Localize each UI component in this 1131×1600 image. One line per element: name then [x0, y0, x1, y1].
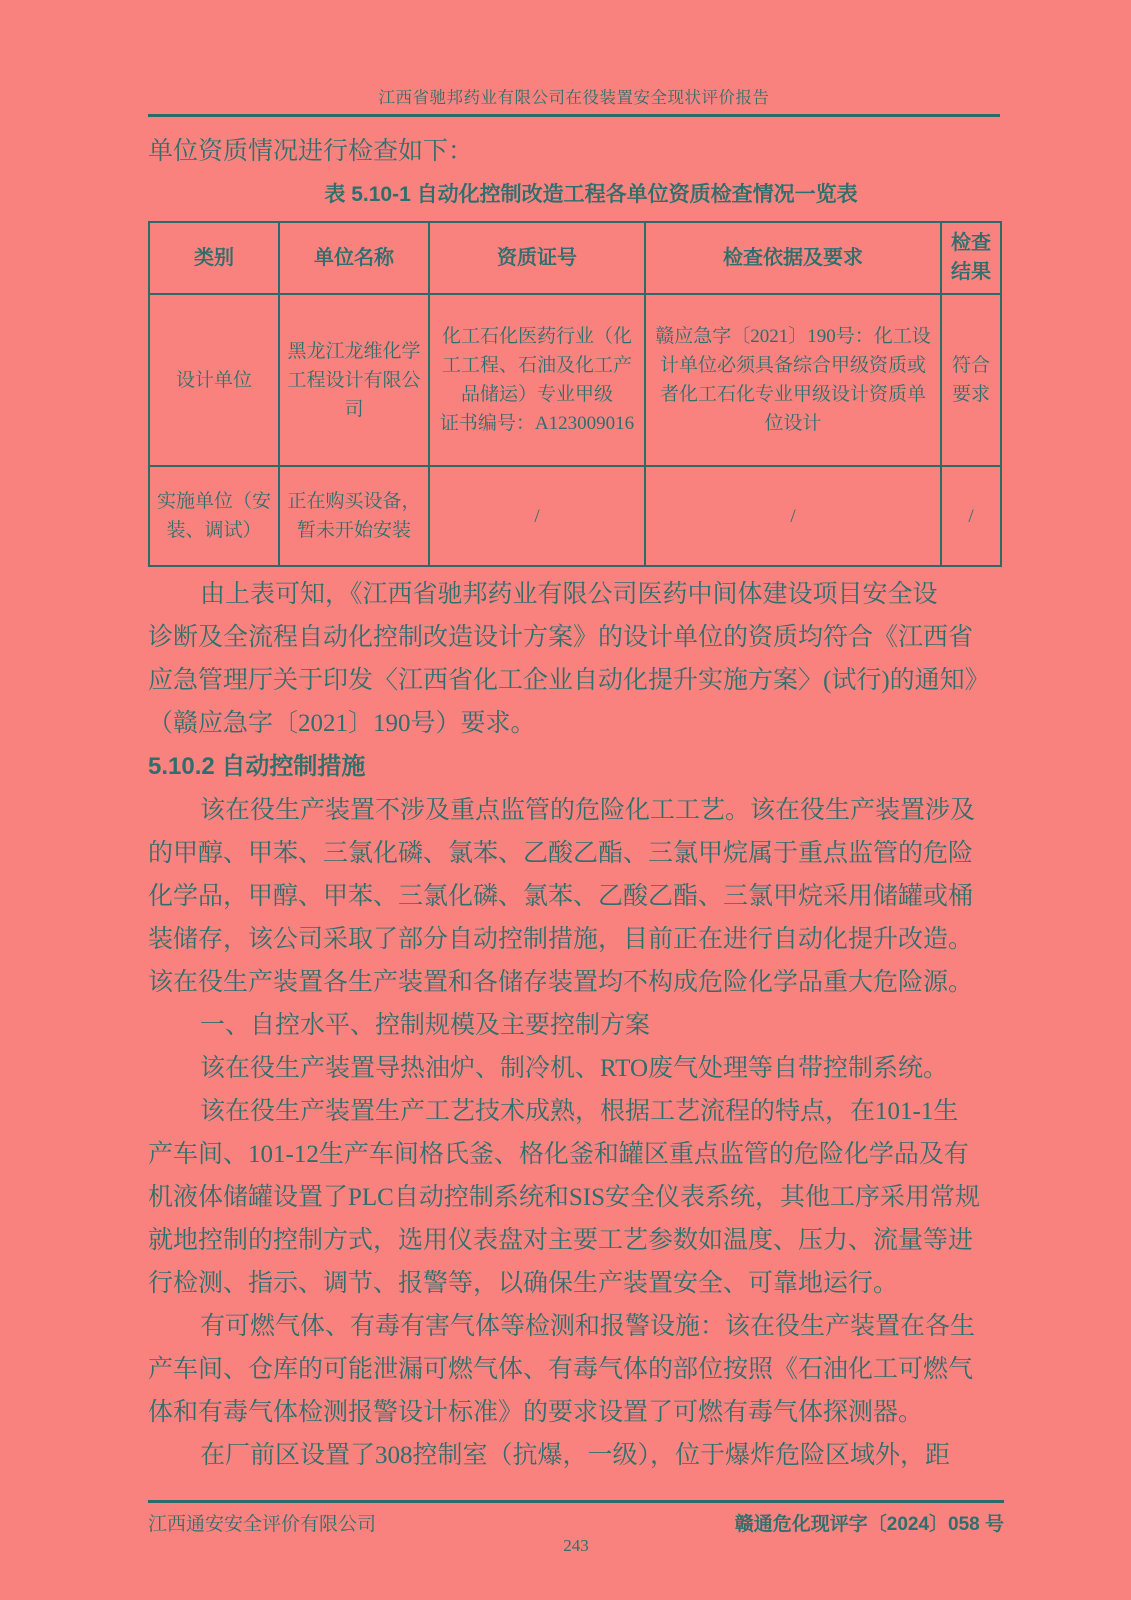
running-header: [148, 88, 1000, 117]
paragraph-line: 行检测、指示、调节、报警等，以确保生产装置安全、可靠地运行。: [148, 1270, 899, 1297]
basis-line: 计单位必须具备综合甲级资质或: [659, 355, 926, 376]
paragraph-line: 装储存，该公司采取了部分自动控制措施，目前正在进行自动化提升改造。: [148, 926, 974, 953]
qualification-table: [148, 221, 1002, 567]
unit-name-line: 正在购买设备，: [287, 491, 421, 512]
paragraph-gas-detection: [148, 1305, 1004, 1434]
paragraph-line: 产车间、101-12生产车间格氏釜、格化釜和罐区重点监管的危险化学品及有: [148, 1141, 969, 1168]
header-title: 江西省驰邦药业有限公司在役装置安全现状评价报告: [378, 88, 770, 107]
paragraph-self-contained-systems: [148, 1047, 1004, 1090]
table-col-header-category: 类别: [149, 222, 279, 294]
paragraph-summary: [148, 573, 1004, 745]
paragraph-line: 产车间、仓库的可能泄漏可燃气体、有毒气体的部位按照《石油化工可燃气: [148, 1356, 974, 1383]
qualification-line: 化工石化医药行业（化: [441, 326, 632, 347]
table-col-header-result-line2: 结果: [951, 261, 991, 283]
paragraph-line: 的甲醇、甲苯、三氯化磷、氯苯、乙酸乙酯、三氯甲烷属于重点监管的危险: [148, 840, 974, 867]
table-caption: 表 5.10-1 自动化控制改造工程各单位资质检查情况一览表: [324, 183, 858, 206]
cell-unit-name: [279, 466, 429, 566]
cell-category: 设计单位: [149, 294, 279, 466]
result-line: 符合: [951, 355, 990, 376]
table-col-header-qualification: 资质证号: [429, 222, 645, 294]
paragraph-line: 化学品，甲醇、甲苯、三氯化磷、氯苯、乙酸乙酯、三氯甲烷采用储罐或桶: [148, 883, 974, 910]
cell-basis: [645, 294, 941, 466]
paragraph-line: 在厂前区设置了308控制室（抗爆，一级），位于爆炸危险区域外，距: [200, 1442, 951, 1469]
table-col-header-result-line1: 检查: [951, 232, 991, 254]
page-footer: [148, 1500, 1004, 1555]
footer-company: 江西通安安全评价有限公司: [148, 1514, 377, 1535]
table-col-header-unit-name: 单位名称: [279, 222, 429, 294]
paragraph-line: 一、自控水平、控制规模及主要控制方案: [200, 1012, 651, 1039]
qualification-line: 工工程、石油及化工产: [441, 355, 632, 376]
paragraph-line: 该在役生产装置生产工艺技术成熟，根据工艺流程的特点，在101-1生: [200, 1098, 959, 1125]
basis-line: 赣应急字〔2021〕190号：化工设: [655, 326, 931, 347]
table-header-row: [149, 222, 1001, 294]
footer-doc-number: 赣通危化现评字〔2024〕058 号: [734, 1514, 1004, 1535]
paragraph-line: 有可燃气体、有毒有害气体等检测和报警设施：该在役生产装置在各生: [200, 1313, 976, 1340]
paragraph-process-overview: [148, 789, 1004, 1004]
footer-page-number: 243: [563, 1536, 589, 1555]
cell-qualification: /: [429, 466, 645, 566]
footer-row: [148, 1509, 1004, 1555]
header-rule: [148, 114, 1000, 117]
cell-result: [941, 294, 1001, 466]
paragraph-line: 该在役生产装置导热油炉、制冷机、RTO废气处理等自带控制系统。: [200, 1055, 949, 1082]
section-heading: 5.10.2 自动控制措施: [148, 753, 366, 780]
paragraph-line: 应急管理厅关于印发〈江西省化工企业自动化提升实施方案〉(试行)的通知》: [148, 667, 990, 694]
cell-result: /: [941, 466, 1001, 566]
footer-rule: [148, 1500, 1004, 1503]
paragraph-line: 体和有毒气体检测报警设计标准》的要求设置了可燃有毒气体探测器。: [148, 1399, 924, 1426]
paragraph-line: 机液体储罐设置了PLC自动控制系统和SIS安全仪表系统，其他工序采用常规: [148, 1184, 980, 1211]
table-row: [149, 466, 1001, 566]
subsection-item-one: [148, 1004, 1004, 1047]
category-line: 装、调试）: [166, 520, 262, 541]
document-content: [148, 130, 1004, 1477]
result-line: 要求: [951, 384, 990, 405]
intro-line: 单位资质情况进行检查如下：: [148, 138, 474, 165]
cell-unit-name: 黑龙江龙维化学工程设计有限公司: [279, 294, 429, 466]
table-row: [149, 294, 1001, 466]
paragraph-line: 诊断及全流程自动化控制改造设计方案》的设计单位的资质均符合《江西省: [148, 624, 974, 651]
paragraph-line: （赣应急字〔2021〕190号）要求。: [148, 710, 536, 737]
category-line: 实施单位（安: [156, 491, 271, 512]
paragraph-line: 该在役生产装置不涉及重点监管的危险化工工艺。该在役生产装置涉及: [200, 797, 976, 824]
table-col-header-basis: 检查依据及要求: [645, 222, 941, 294]
qualification-line: 证书编号：A123009016: [439, 413, 635, 434]
paragraph-line: 就地控制的控制方式，选用仪表盘对主要工艺参数如温度、压力、流量等进: [148, 1227, 974, 1254]
paragraph-control-room: [148, 1434, 1004, 1477]
paragraph-plc-sis: [148, 1090, 1004, 1305]
cell-category: [149, 466, 279, 566]
table-col-header-result: [941, 222, 1001, 294]
basis-line: 位设计: [764, 413, 822, 434]
paragraph-line: 该在役生产装置各生产装置和各储存装置均不构成危险化学品重大危险源。: [148, 969, 974, 996]
basis-line: 者化工石化专业甲级设计资质单: [659, 384, 926, 405]
cell-basis: /: [645, 466, 941, 566]
unit-name-line: 暂未开始安装: [296, 520, 411, 541]
cell-qualification: [429, 294, 645, 466]
qualification-line: 品储运）专业甲级: [460, 384, 613, 405]
paragraph-line: 由上表可知，《江西省驰邦药业有限公司医药中间体建设项目安全设: [200, 581, 938, 608]
